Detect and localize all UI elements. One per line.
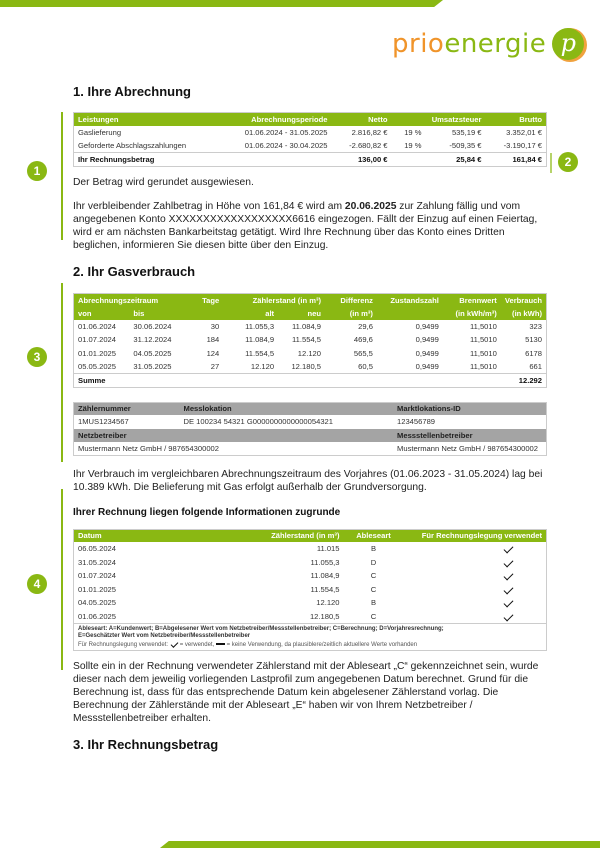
check-icon bbox=[503, 557, 513, 567]
table-header: Netzbetreiber Messstellenbetreiber bbox=[74, 429, 547, 442]
billing-table bbox=[73, 112, 547, 167]
section-abrechnung bbox=[73, 84, 547, 252]
check-icon bbox=[503, 571, 513, 581]
marker-1: 1 bbox=[27, 161, 47, 181]
table-row: 01.07.2024 11.084,9 C bbox=[74, 569, 547, 583]
marker-2: 2 bbox=[558, 152, 578, 172]
top-accent-bar bbox=[0, 0, 443, 7]
previous-year-comparison: Ihr Verbrauch im vergleichbaren Abrechnungszeitraum des Vorjahres (01.06.2023 - 31.05.2024) lag bei 10.389 kWh. Die Belieferung mit Gas erfolgt außerhalb der Grundversorgung. bbox=[73, 468, 543, 493]
table-row: 01.01.2025 04.05.2025 124 11.554,5 12.120 565,5 0,9499 11,5010 6178 bbox=[78, 348, 542, 358]
table-header: Abrechnungszeitraum Tage Zählerstand (in m³) Differenz Zustandszahl Brennwert Verbrauch bbox=[74, 294, 547, 307]
table-header: Zählernummer Messlokation Marktlokations-ID bbox=[74, 402, 547, 415]
table-row: Gaslieferung 01.06.2024 - 31.05.2025 2.816,82 € 19 % 535,19 € 3.352,01 € bbox=[78, 127, 542, 137]
sum-row: Summe 12.292 bbox=[74, 374, 547, 388]
rounding-note: Der Betrag wird gerundet ausgewiesen. bbox=[73, 176, 254, 188]
table-subheader: von bis alt neu (in m³) (in kWh/m³) (in kWh) bbox=[74, 307, 547, 320]
table-row: 01.06.2025 12.180,5 C bbox=[74, 610, 547, 624]
check-icon bbox=[503, 584, 513, 594]
check-icon bbox=[503, 611, 513, 621]
check-icon bbox=[503, 544, 513, 554]
readings-table bbox=[73, 529, 547, 651]
meter-table bbox=[73, 402, 547, 456]
section-bar-4 bbox=[61, 489, 63, 670]
logo-wordmark: prioenergie bbox=[392, 29, 547, 59]
table-row: 04.05.2025 12.120 B bbox=[74, 596, 547, 610]
reading-type-explanation: Sollte ein in der Rechnung verwendeter Zählerstand mit der Ableseart „C“ gekennzeichnet sein, wurde dieser nach dem jeweilig vorliegenden Lastprofil zum angegebenen Datum berechnet. Grund für die Berechnung ist, dass für das entsprechende Datum kein abgelesener Zählerstand vorlag. Die Berechnung der Zählerstände mit der Ableseart „E“ haben wir von Ihrem Netzbetreiber / Messstellenbetreiber erhalten. bbox=[73, 660, 539, 724]
logo-p-icon: p bbox=[552, 28, 584, 60]
section-bar-1 bbox=[61, 112, 63, 240]
table-row: 01.07.2024 31.12.2024 184 11.084,9 11.554,5 469,6 0,9499 11,5010 5130 bbox=[78, 335, 542, 345]
table-row: 01.01.2025 11.554,5 C bbox=[74, 583, 547, 597]
consumption-table bbox=[73, 293, 547, 388]
due-date: 20.06.2025 bbox=[344, 200, 397, 212]
marker-3: 3 bbox=[27, 347, 47, 367]
table-row: 1MUS1234567 DE 100234 54321 G0000000000000054321 123456789 bbox=[78, 417, 436, 427]
section-bar-2 bbox=[550, 153, 552, 173]
check-icon bbox=[170, 640, 178, 648]
total-row: Ihr Rechnungsbetrag 136,00 € 25,84 € 161,84 € bbox=[74, 153, 547, 167]
table-row: 05.05.2025 31.05.2025 27 12.120 12.180,5 60,5 0,9499 11,5010 661 bbox=[78, 362, 542, 371]
table-header: Leistungen Abrechnungsperiode Netto Umsatzsteuer Brutto bbox=[74, 113, 547, 126]
section-bar-3 bbox=[61, 283, 63, 462]
table-row: 06.05.2024 11.015 B bbox=[74, 542, 547, 556]
bottom-accent-bar bbox=[160, 841, 600, 848]
dash-icon bbox=[216, 643, 225, 645]
check-icon bbox=[503, 598, 513, 608]
section-title: 2. Ihr Gasverbrauch bbox=[73, 264, 196, 279]
section-title: 3. Ihr Rechnungsbetrag bbox=[73, 736, 219, 752]
basis-title: Ihrer Rechnung liegen folgende Informationen zugrunde bbox=[73, 506, 341, 518]
section-title: 1. Ihre Abrechnung bbox=[73, 84, 191, 99]
table-row: Mustermann Netz GmbH / 987654300002 Mustermann Netz GmbH / 987654300002 bbox=[78, 443, 539, 453]
table-row: Geforderte Abschlagszahlungen 01.06.2024 - 30.04.2025 -2.680,82 € 19 % -509,35 € -3.190,17 € bbox=[78, 141, 542, 150]
table-row: 31.05.2024 11.055,3 D bbox=[74, 556, 547, 570]
readings-legend: Ableseart: A=Kundenwert; B=Abgelesener Wert vom Netzbetreiber/Messstellenbetreiber; C=Berechnung; D=Vorjahresrechnung; E=Geschätzter Wert vom Netzbetreiber/Messstellenbetreiber Für Rechnungslegung verwendet: = verwendet, = keine Verwendung, da plausiblere/zeitlich aktuellere Werte vorhanden bbox=[74, 623, 547, 650]
table-row: 01.06.2024 30.06.2024 30 11.055,3 11.084,9 29,6 0,9499 11,5010 323 bbox=[78, 321, 542, 331]
table-header: Datum Zählerstand (in m³) Ableseart Für Rechnungslegung verwendet bbox=[74, 529, 547, 542]
brand-logo bbox=[392, 27, 584, 61]
marker-4: 4 bbox=[27, 574, 47, 594]
payment-info: Ihr verbleibender Zahlbetrag in Höhe von 161,84 € wird am 20.06.2025 zur Zahlung fällig und vom angegebenen Konto XXXXXXXXXXXXXXXXXX6616 eingezogen. Fällt der Einzug auf einen Feiertag, wird er am nächsten Bankarbeitstag getätigt. Wird Ihre Rechnung über das Konto eines Dritten beglichen, informieren Sie diesen bitte über den Einzug. bbox=[73, 200, 538, 251]
section-gasverbrauch bbox=[73, 264, 547, 752]
